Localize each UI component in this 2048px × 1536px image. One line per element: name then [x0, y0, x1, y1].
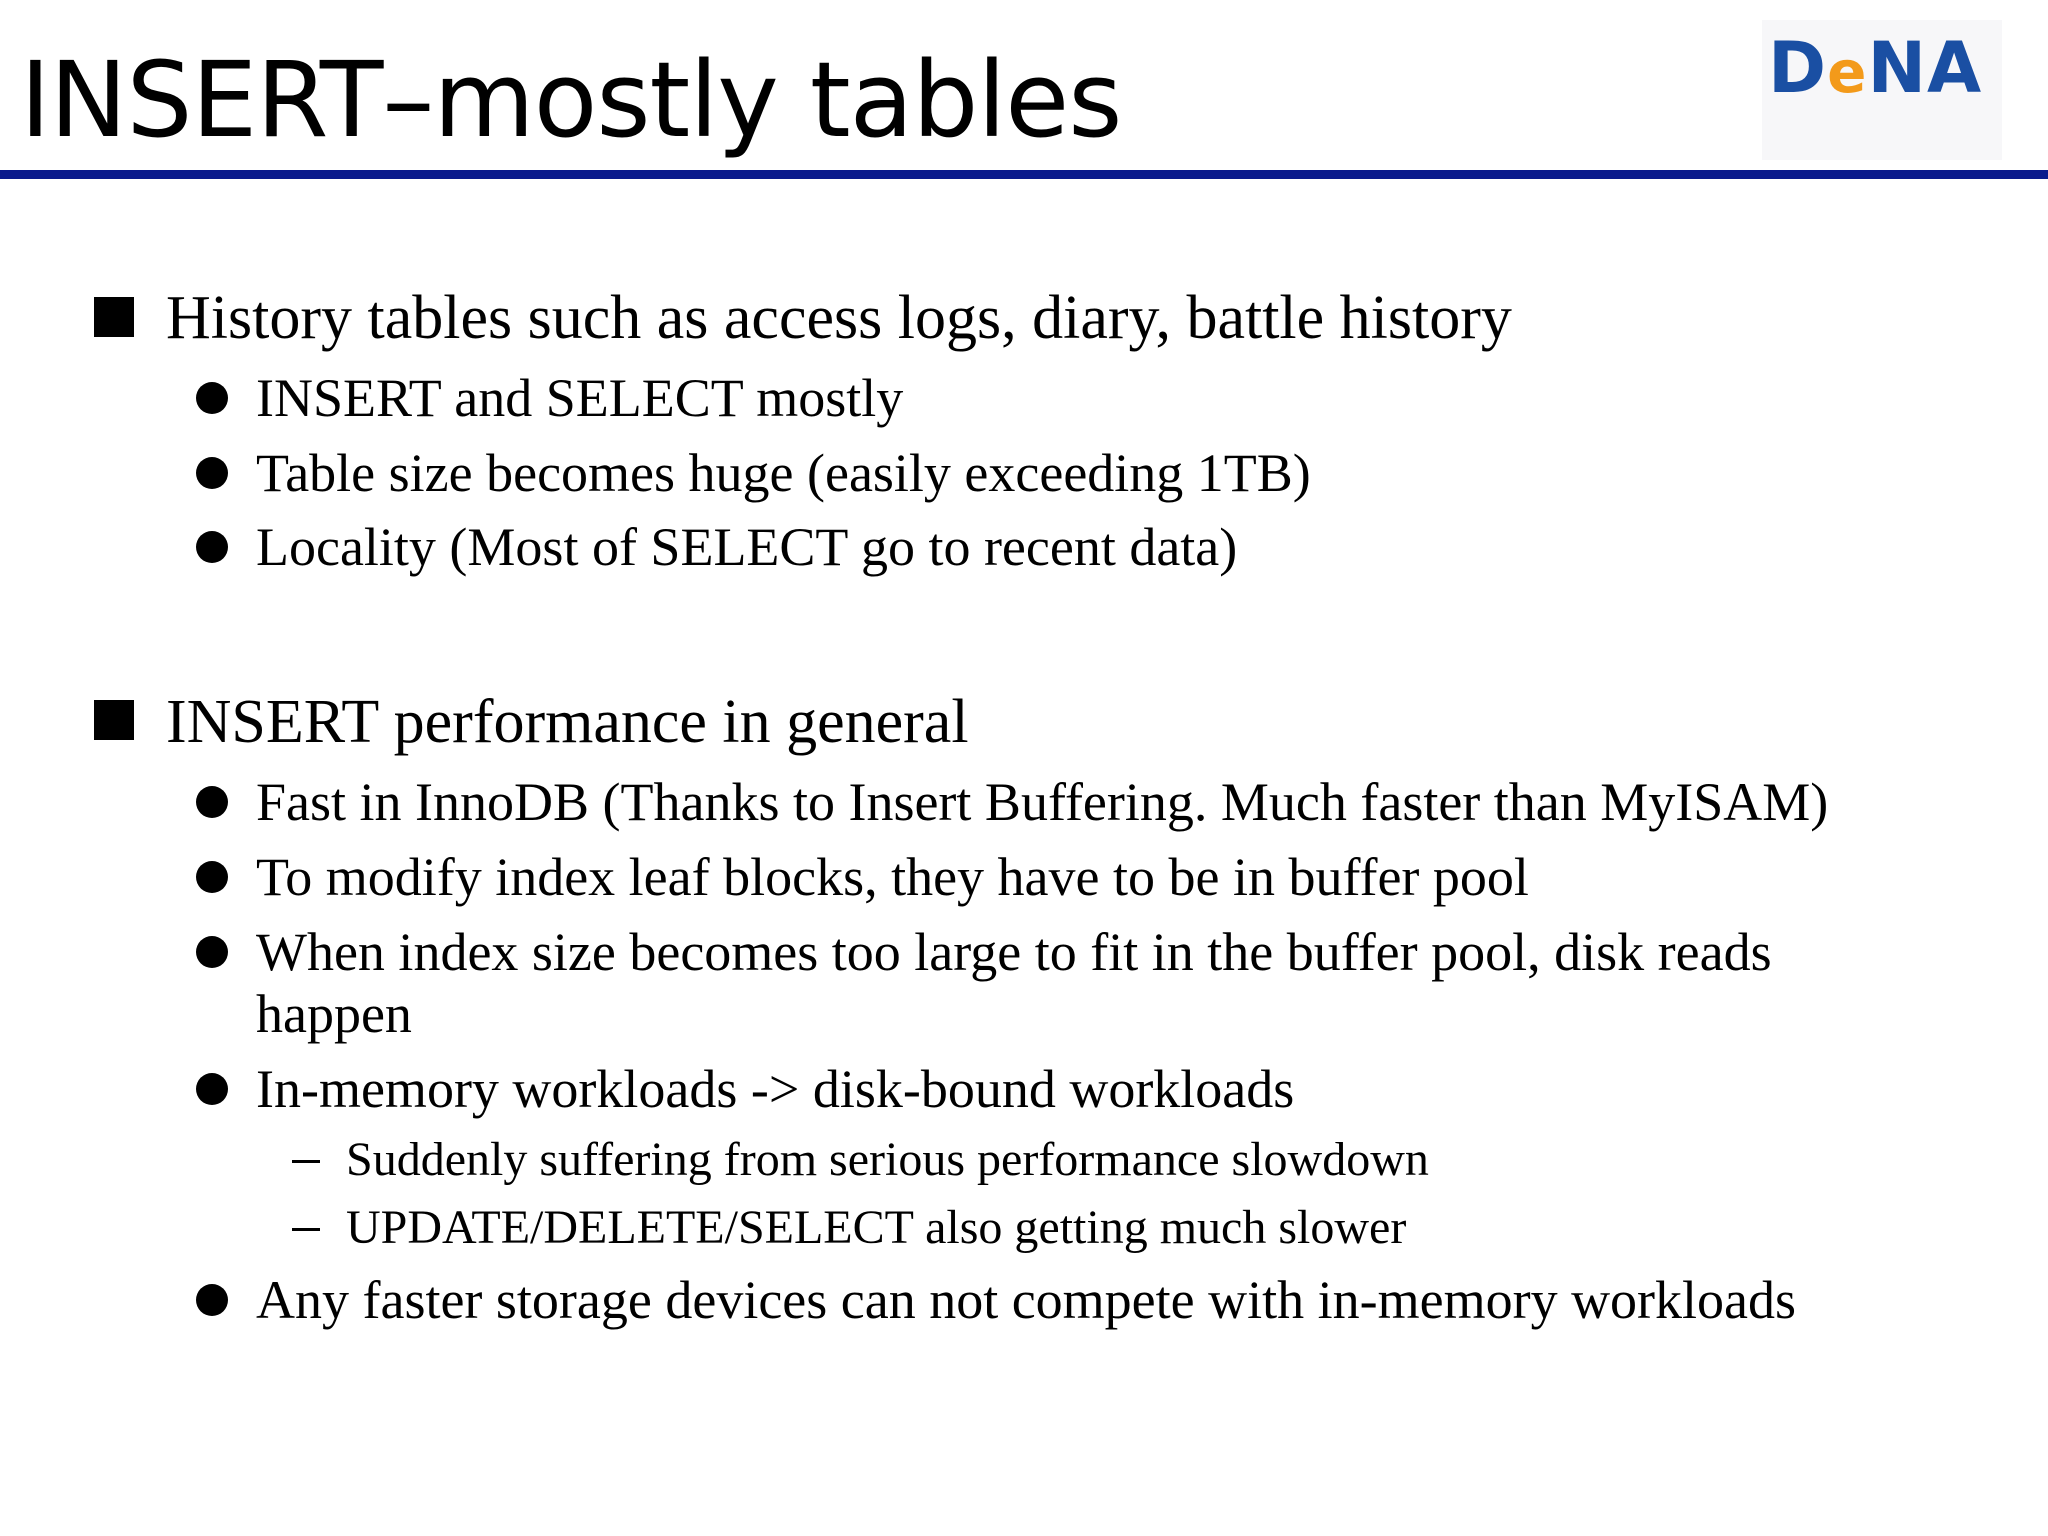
dash-bullet-icon: [292, 1160, 320, 1163]
square-bullet-icon: [94, 700, 134, 740]
bullet-item: Fast in InnoDB (Thanks to Insert Buffering. Much faster than MyISAM): [256, 772, 1829, 832]
bullet-item: When index size becomes too large to fit in the buffer pool, disk reads: [256, 922, 1772, 982]
bullet-item: Table size becomes huge (easily exceeding 1TB): [256, 443, 1311, 503]
bullet-item: In-memory workloads -> disk-bound workloads: [256, 1059, 1295, 1119]
round-bullet-icon: [196, 531, 228, 563]
square-bullet-icon: [94, 297, 134, 337]
round-bullet-icon: [196, 1073, 228, 1105]
bullet-item-continuation: happen: [256, 984, 412, 1044]
round-bullet-icon: [196, 1284, 228, 1316]
sub-bullet-item: UPDATE/DELETE/SELECT also getting much slower: [346, 1201, 1407, 1254]
round-bullet-icon: [196, 382, 228, 414]
round-bullet-icon: [196, 786, 228, 818]
bullet-item: Any faster storage devices can not compete with in-memory workloads: [256, 1270, 1797, 1330]
bullet-item: To modify index leaf blocks, they have to be in buffer pool: [256, 847, 1529, 907]
section-heading: INSERT performance in general: [166, 688, 969, 756]
logo-letters-na: NA: [1867, 27, 1983, 109]
section-heading: History tables such as access logs, diary, battle history: [166, 284, 1512, 352]
title-divider: [0, 170, 2048, 179]
bullet-item: Locality (Most of SELECT go to recent data): [256, 517, 1238, 577]
round-bullet-icon: [196, 936, 228, 968]
round-bullet-icon: [196, 861, 228, 893]
logo-letter-e: e: [1827, 38, 1868, 106]
logo-letter-d: D: [1768, 27, 1828, 109]
sub-bullet-item: Suddenly suffering from serious performance slowdown: [346, 1133, 1429, 1186]
dash-bullet-icon: [292, 1228, 320, 1231]
round-bullet-icon: [196, 457, 228, 489]
dena-logo: [1762, 20, 2002, 160]
logo-wordmark: [1768, 28, 1982, 112]
slide-title: INSERT–mostly tables: [20, 39, 1122, 161]
bullet-item: INSERT and SELECT mostly: [256, 368, 904, 428]
